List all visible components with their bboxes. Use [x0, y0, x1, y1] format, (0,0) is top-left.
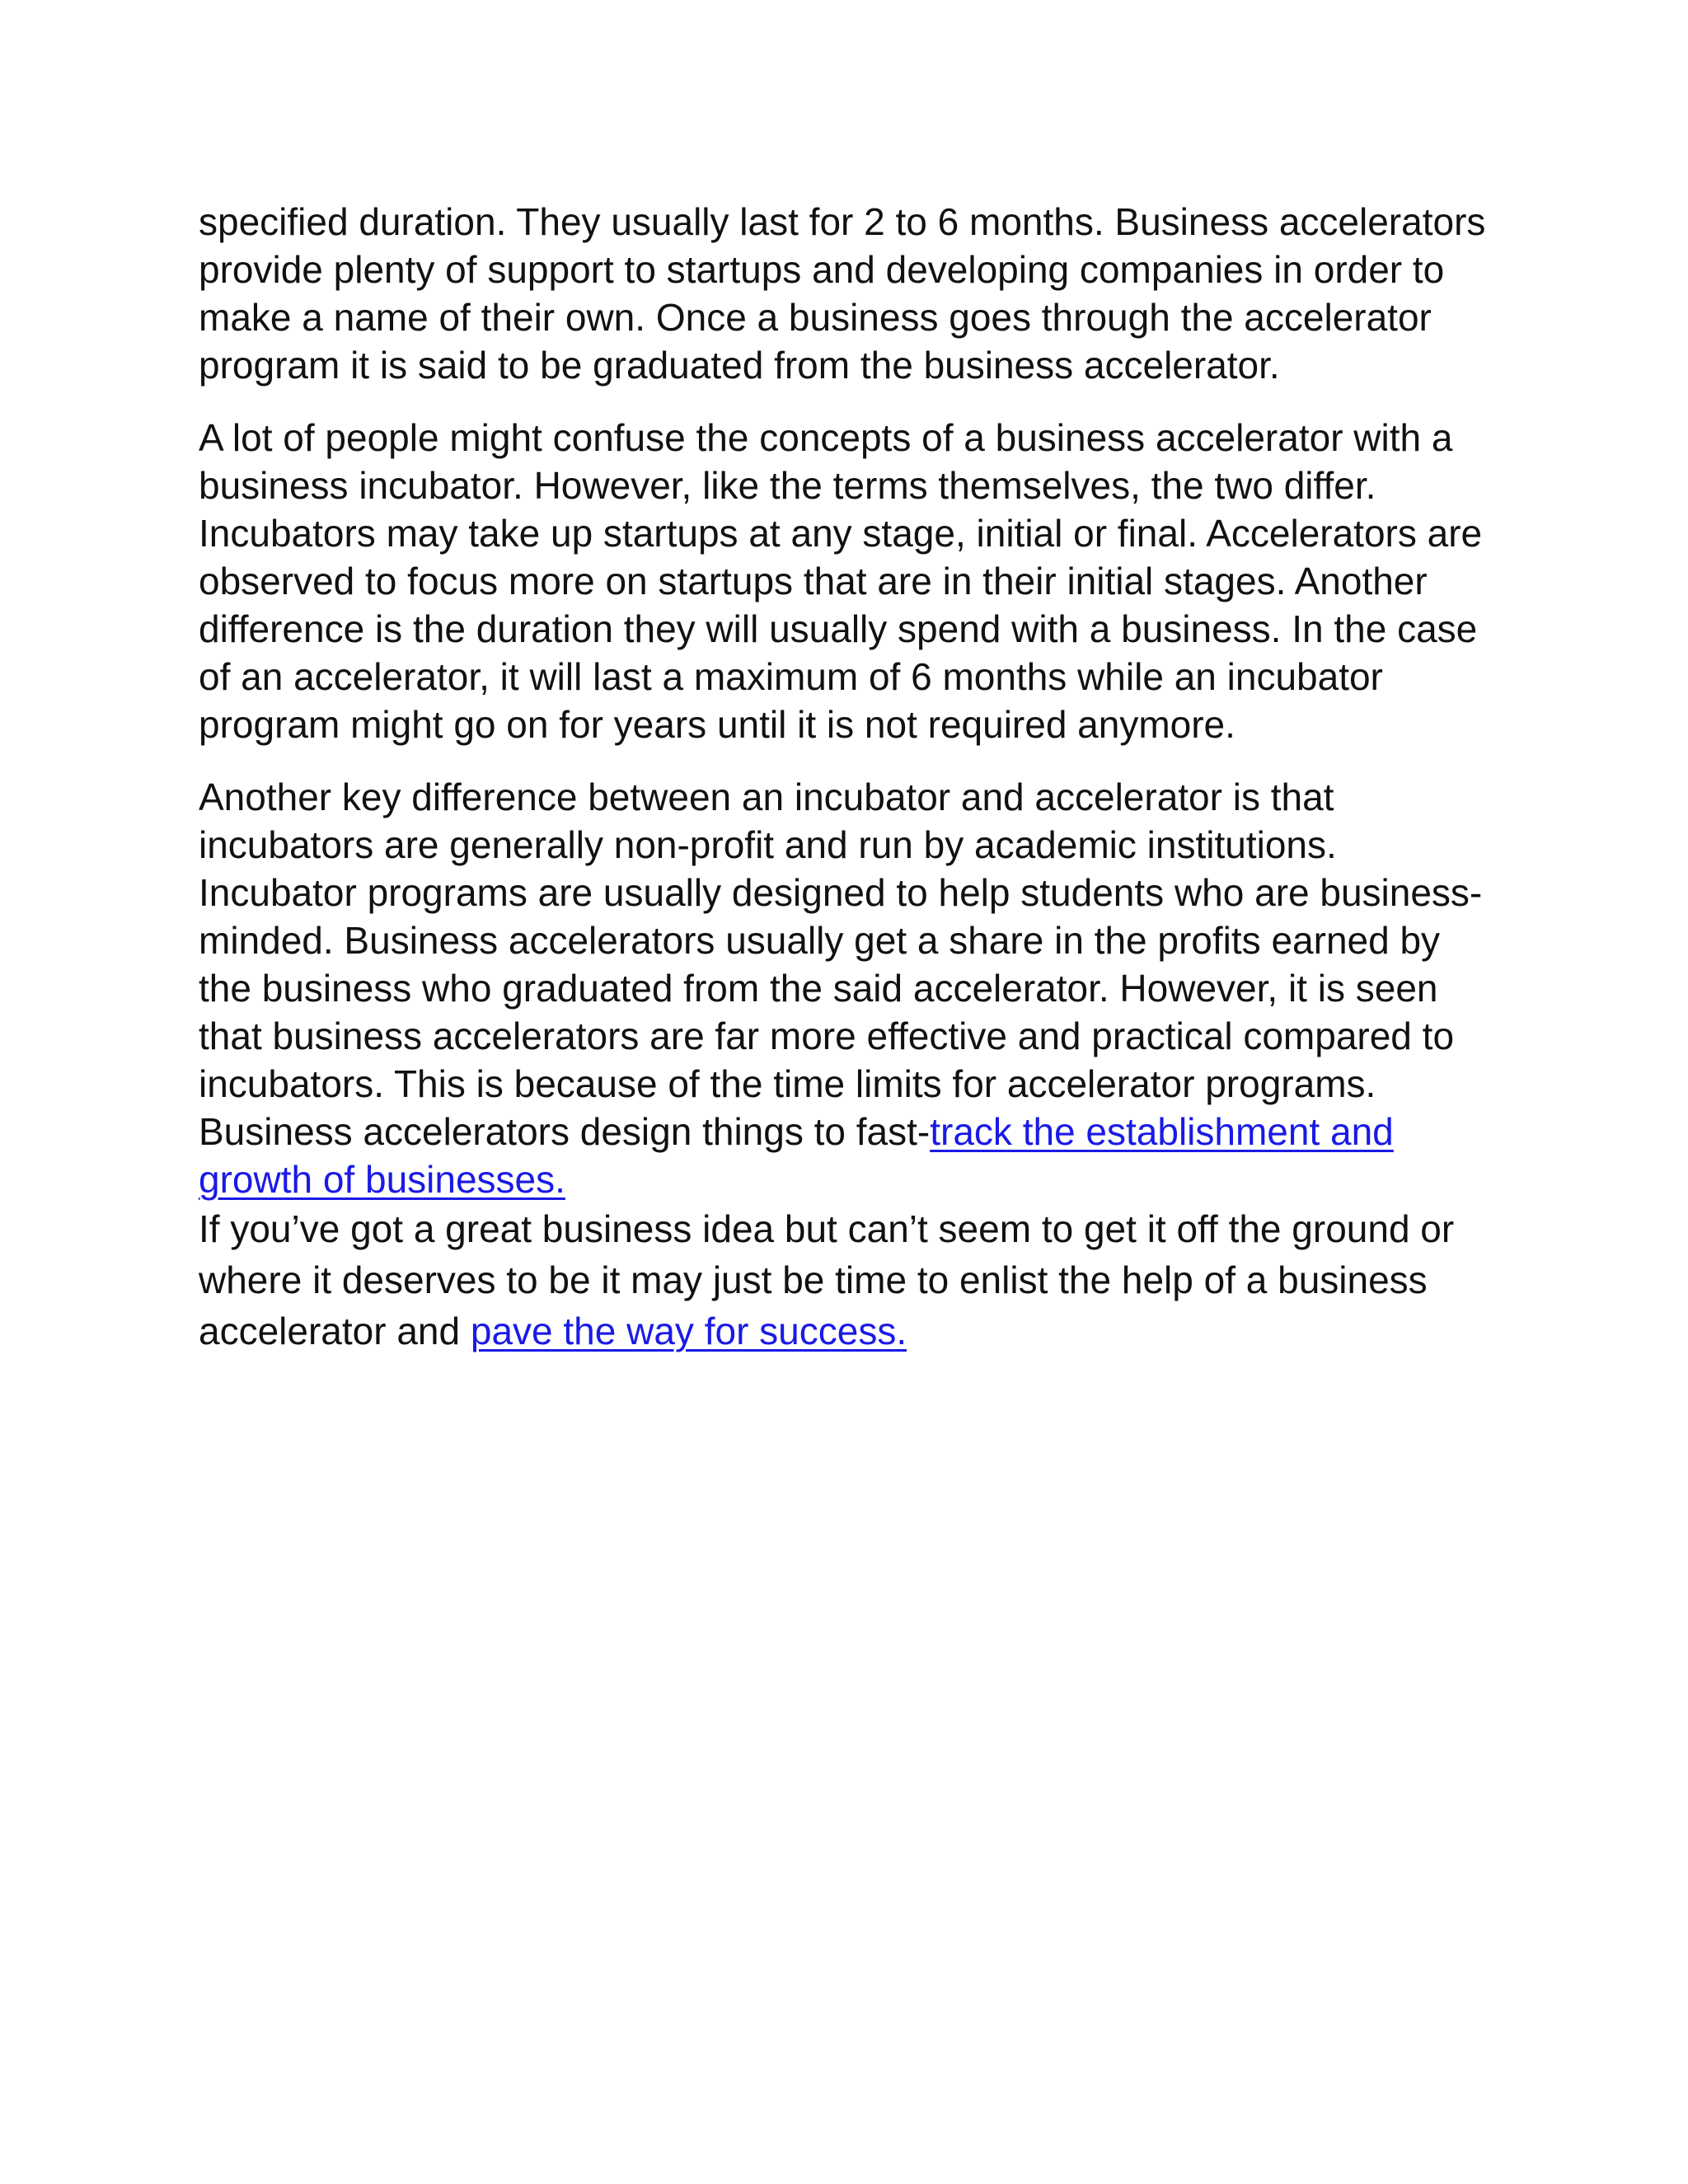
paragraph-key-difference-text: Another key difference between an incubator and accelerator is that incubators are generally non-profit and run by academic institutions. Incubator programs are usually designed to help students who are business-minded. Business accelerators usually get a share in the profits earned by the business who graduated from the said accelerator. However, it is seen that business accelerators are far more effective and practical compared to incubators. This is because of the time limits for accelerator programs. Business accelerators design things to fast- — [199, 776, 1483, 1153]
paragraph-closing-text: If you’ve got a great business idea but can’t seem to get it off the ground or where it deserves to be it may just be time to enlist the help of a business accelerator and — [199, 1207, 1455, 1352]
document-body — [199, 198, 1497, 1357]
paragraph-accelerator-vs-incubator: A lot of people might confuse the concepts of a business accelerator with a business incubator. However, like the terms themselves, the two differ. Incubators may take up startups at any stage, initial or final. Accelerators are observed to focus more on startups that are in their initial stages. Another difference is the duration they will usually spend with a business. In the case of an accelerator, it will last a maximum of 6 months while an incubator program might go on for years until it is not required anymore. — [199, 416, 1483, 746]
paragraph-accelerator-duration: specified duration. They usually last for 2 to 6 months. Business accelerators provide plenty of support to startups and developing companies in order to make a name of their own. Once a business goes through the accelerator program it is said to be graduated from the business accelerator. — [199, 200, 1486, 387]
paragraph-closing — [199, 1203, 1497, 1357]
fast-track-growth-link[interactable]: track the establishment and growth of businesses. — [199, 1110, 1394, 1201]
paragraph-key-difference — [199, 773, 1497, 1203]
pave-the-way-link[interactable]: pave the way for success. — [470, 1310, 907, 1352]
